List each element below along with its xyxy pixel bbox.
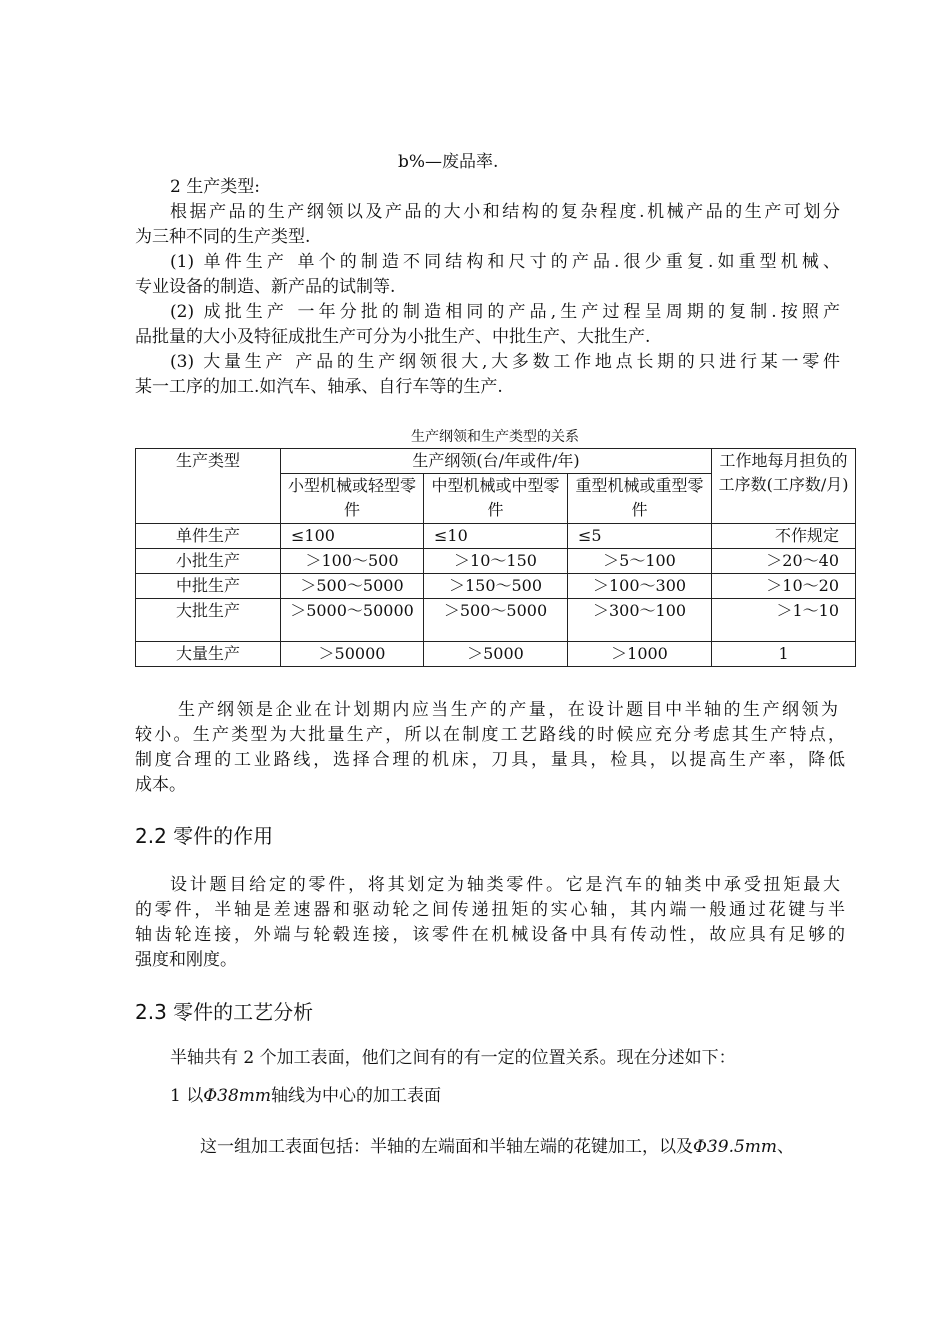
row-medium: ＞5000 — [424, 642, 568, 667]
header-heavy-machinery: 重型机械或重型零件 — [568, 474, 712, 524]
sec23-line-3 — [200, 1135, 794, 1159]
program-para-line-3: 制度合理的工业路线，选择合理的机床，刀具，量具，检具，以提高生产率，降低 — [135, 750, 845, 770]
row-heavy: ＞1000 — [568, 642, 712, 667]
program-para-line-4: 成本。 — [135, 775, 186, 795]
row-heavy: ＞5～100 — [568, 549, 712, 574]
row-type: 小批生产 — [136, 549, 281, 574]
row-type: 大批生产 — [136, 599, 281, 642]
row-medium: ＞500～5000 — [424, 599, 568, 642]
row-workload: ＞10～20 — [712, 574, 856, 599]
diameter-39-5-formula: Φ39.5mm — [693, 1137, 778, 1157]
header-medium-machinery: 中型机械或中型零件 — [424, 474, 568, 524]
item-single-line-2: 专业设备的制造、新产品的试制等. — [135, 277, 396, 297]
item-mass-line-2: 某一工序的加工.如汽车、轴承、自行车等的生产. — [135, 377, 503, 397]
heading-2-2: 2.2 零件的作用 — [135, 824, 274, 848]
sec22-line-2: 的零件，半轴是差速器和驱动轮之间传递扭矩的实心轴，其内端一般通过花键与半 — [135, 900, 845, 920]
row-heavy: ＞300～100 — [568, 599, 712, 642]
item-batch-line-1: (2) 成批生产 一年分批的制造相同的产品,生产过程呈周期的复制.按照产 — [170, 302, 840, 322]
row-small: ＞100～500 — [281, 549, 424, 574]
table-row — [136, 599, 856, 642]
production-type-table — [135, 448, 856, 667]
row-heavy: ≤5 — [568, 524, 712, 549]
row-small: ≤100 — [281, 524, 424, 549]
section-production-type-title: 2 生产类型: — [170, 177, 260, 197]
table-row — [136, 574, 856, 599]
intro-line-2: 为三种不同的生产类型. — [135, 227, 311, 247]
intro-line-1: 根据产品的生产纲领以及产品的大小和结构的复杂程度.机械产品的生产可划分 — [170, 202, 840, 222]
table-row — [136, 642, 856, 667]
sec23-item-1-suffix: 轴线为中心的加工表面 — [271, 1086, 442, 1106]
row-small: ＞50000 — [281, 642, 424, 667]
item-mass-line-1: (3) 大量生产 产品的生产纲领很大,大多数工作地点长期的只进行某一零件 — [170, 352, 840, 372]
sec23-line-3-suffix: 、 — [777, 1137, 795, 1157]
table-row — [136, 549, 856, 574]
row-workload: ＞1～10 — [712, 599, 856, 642]
table-caption: 生产纲领和生产类型的关系 — [411, 429, 579, 445]
item-single-line-1: (1) 单件生产 单个的制造不同结构和尺寸的产品.很少重复.如重型机械、 — [170, 252, 840, 272]
heading-2-3: 2.3 零件的工艺分析 — [135, 1000, 314, 1024]
formula-note: b%—废品率. — [398, 152, 499, 172]
sec22-line-4: 强度和刚度。 — [135, 950, 237, 970]
table-row — [136, 524, 856, 549]
row-small: ＞500～5000 — [281, 574, 424, 599]
row-medium: ＞150～500 — [424, 574, 568, 599]
sec22-line-1: 设计题目给定的零件，将其划定为轴类零件。它是汽车的轴类中承受扭矩最大 — [170, 875, 840, 895]
row-medium: ≤10 — [424, 524, 568, 549]
row-workload: ＞20～40 — [712, 549, 856, 574]
row-heavy: ＞100～300 — [568, 574, 712, 599]
sec22-line-3: 轴齿轮连接，外端与轮毂连接，该零件在机械设备中具有传动性，故应具有足够的 — [135, 925, 845, 945]
program-para-line-1: 生产纲领是企业在计划期内应当生产的产量，在设计题目中半轴的生产纲领为 — [178, 700, 838, 720]
header-small-machinery: 小型机械或轻型零件 — [281, 474, 424, 524]
program-para-line-2: 较小。生产类型为大批量生产，所以在制度工艺路线的时候应充分考虑其生产特点， — [135, 725, 845, 745]
header-production-type: 生产类型 — [136, 449, 281, 524]
diameter-38-formula: Φ38mm — [203, 1086, 272, 1106]
item-batch-line-2: 品批量的大小及特征成批生产可分为小批生产、中批生产、大批生产. — [135, 327, 651, 347]
sec23-line-1: 半轴共有 2 个加工表面，他们之间有的有一定的位置关系。现在分述如下： — [170, 1048, 736, 1068]
row-workload: 不作规定 — [712, 524, 856, 549]
sec23-line-3-prefix: 这一组加工表面包括：半轴的左端面和半轴左端的花键加工，以及 — [200, 1137, 693, 1157]
row-medium: ＞10～150 — [424, 549, 568, 574]
row-small: ＞5000～50000 — [281, 599, 424, 642]
row-type: 单件生产 — [136, 524, 281, 549]
sec23-item-1 — [170, 1084, 441, 1108]
row-type: 大量生产 — [136, 642, 281, 667]
sec23-item-1-prefix: 1 以 — [170, 1086, 204, 1106]
table-header-row — [136, 449, 856, 474]
row-type: 中批生产 — [136, 574, 281, 599]
row-workload: 1 — [712, 642, 856, 667]
header-production-program: 生产纲领(台/年或件/年) — [281, 449, 712, 474]
header-monthly-workload: 工作地每月担负的工序数(工序数/月) — [712, 449, 856, 524]
